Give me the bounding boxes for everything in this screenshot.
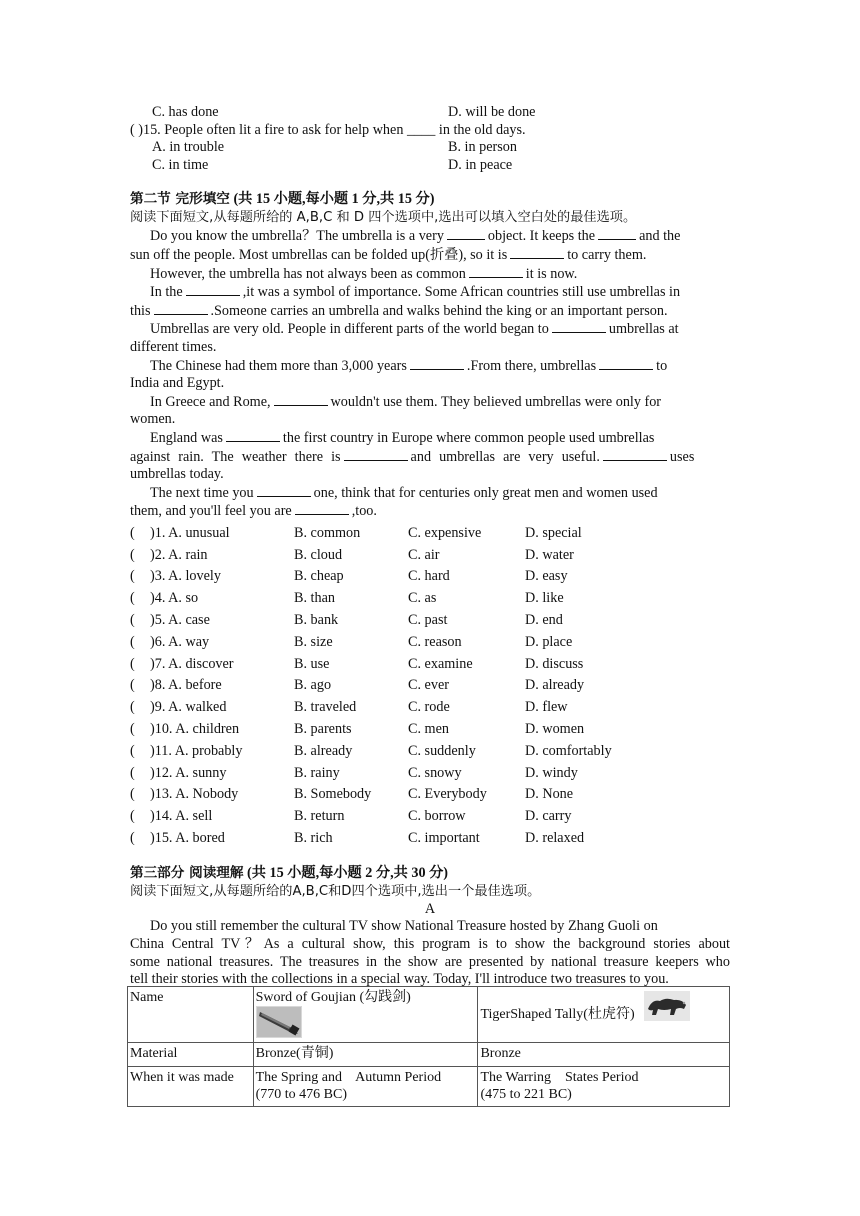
option-c: C. important xyxy=(408,830,480,847)
cloze-paragraph-7: England was the first country in Europe where common people used umbrellas xyxy=(150,429,655,446)
q14-option-c: C. has done xyxy=(152,104,219,120)
blank-11 xyxy=(226,429,280,442)
option-c: C. men xyxy=(408,721,449,738)
blank-13 xyxy=(603,448,667,461)
answer-paren: ( xyxy=(130,699,135,716)
option-a: )9. A. walked xyxy=(150,699,227,716)
option-c: C. ever xyxy=(408,677,449,694)
cloze-paragraph-1: Do you know the umbrella？The umbrella is a very object. It keeps the and the xyxy=(150,228,681,245)
cloze-paragraph-3: In the ,it was a symbol of importance. Some African countries still use umbrellas in xyxy=(150,284,681,301)
section2-instruction: 阅读下面短文,从每题所给的 A,B,C 和 D 四个选项中,选出可以填入空白处的最佳选项。 xyxy=(130,210,637,226)
cloze-paragraph-7-cont: against rain. The weather there is and umbrellas are very useful. uses xyxy=(130,448,695,465)
option-c: C. past xyxy=(408,612,448,629)
option-b: B. bank xyxy=(294,612,339,629)
reading-line-2: China Central TV？As a cultural show, this program is to show the background stories about xyxy=(130,936,730,953)
option-d: D. flew xyxy=(525,699,568,716)
option-d: D. already xyxy=(525,677,585,694)
cloze-paragraph-2: However, the umbrella has not always been as common it is now. xyxy=(150,265,578,282)
option-d: D. discuss xyxy=(525,655,584,672)
blank-14 xyxy=(257,484,311,497)
option-b: B. than xyxy=(294,590,335,607)
blank-5 xyxy=(186,283,240,296)
list-item xyxy=(130,523,730,545)
cloze-paragraph-8-cont: them, and you'll feel you are ,too. xyxy=(130,503,377,520)
option-d: D. like xyxy=(525,590,564,607)
option-a: )2. A. rain xyxy=(150,546,208,563)
option-b: B. rainy xyxy=(294,764,340,781)
answer-paren: ( xyxy=(130,808,135,825)
option-b: B. rich xyxy=(294,830,333,847)
q15-stem: ( )15. People often lit a fire to ask for help when ____ in the old days. xyxy=(130,121,526,138)
cloze-paragraph-5: The Chinese had them more than 3,000 years .From there, umbrellas to xyxy=(150,357,668,374)
cloze-paragraph-6-cont: women. xyxy=(130,411,176,428)
cloze-paragraph-6: In Greece and Rome, wouldn't use them. They believed umbrellas were only for xyxy=(150,393,662,410)
list-item xyxy=(130,588,730,610)
list-item xyxy=(130,719,730,741)
row-label-name: Name xyxy=(128,987,254,1043)
option-a: )5. A. case xyxy=(150,612,210,629)
option-c: C. borrow xyxy=(408,808,466,825)
list-item xyxy=(130,675,730,697)
cloze-paragraph-8: The next time you one, think that for centuries only great men and women used xyxy=(150,484,658,501)
list-item xyxy=(130,545,730,567)
option-c: C. hard xyxy=(408,568,450,585)
option-a: )12. A. sunny xyxy=(150,764,227,781)
option-c: C. Everybody xyxy=(408,786,487,803)
option-d: D. special xyxy=(525,524,582,541)
option-b: B. cloud xyxy=(294,546,343,563)
answer-paren: ( xyxy=(130,721,135,738)
option-a: )7. A. discover xyxy=(150,655,234,672)
q15-option-b: B. in person xyxy=(448,139,517,156)
option-a: )13. A. Nobody xyxy=(150,786,239,803)
list-item xyxy=(130,806,730,828)
option-c: C. rode xyxy=(408,699,450,716)
list-item xyxy=(130,654,730,676)
q15-option-c: C. in time xyxy=(152,156,209,173)
sword-cell: Sword of Goujian (勾践剑) xyxy=(253,987,478,1043)
option-b: B. traveled xyxy=(294,699,357,716)
blank-2 xyxy=(598,227,636,240)
blank-4 xyxy=(469,265,523,278)
blank-6 xyxy=(154,302,208,315)
blank-3 xyxy=(510,246,564,259)
tiger-tally-image xyxy=(644,991,690,1021)
cloze-paragraph-4: Umbrellas are very old. People in different parts of the world began to umbrellas at xyxy=(150,321,679,338)
treasure-table xyxy=(127,986,730,1107)
blank-12 xyxy=(344,448,408,461)
table-row: When it was made The Spring and Autumn Period (770 to 476 BC) The Warring States Period (475 to 221 BC) xyxy=(128,1067,730,1107)
option-d: D. water xyxy=(525,546,574,563)
answer-paren: ( xyxy=(130,546,135,563)
list-item xyxy=(130,632,730,654)
q15-option-a: A. in trouble xyxy=(152,139,225,156)
sword-image xyxy=(256,1006,302,1038)
option-c: C. suddenly xyxy=(408,742,476,759)
cloze-paragraph-7-end: umbrellas today. xyxy=(130,466,224,483)
cloze-paragraph-4-cont: different times. xyxy=(130,338,217,355)
answer-paren: ( xyxy=(130,633,135,650)
option-a: )1. A. unusual xyxy=(150,524,230,541)
answer-paren: ( xyxy=(130,742,135,759)
option-b: B. common xyxy=(294,524,361,541)
option-a: )15. A. bored xyxy=(150,830,225,847)
answer-paren: ( xyxy=(130,677,135,694)
option-a: )6. A. way xyxy=(150,633,210,650)
option-d: D. women xyxy=(525,721,585,738)
answer-paren: ( xyxy=(130,764,135,781)
option-b: B. use xyxy=(294,655,330,672)
option-d: D. place xyxy=(525,633,573,650)
option-d: D. comfortably xyxy=(525,742,612,759)
list-item xyxy=(130,763,730,785)
blank-15 xyxy=(295,502,349,515)
option-d: D. windy xyxy=(525,764,578,781)
answer-paren: ( xyxy=(130,590,135,607)
answer-paren: ( xyxy=(130,655,135,672)
option-d: D. end xyxy=(525,612,563,629)
list-item xyxy=(130,784,730,806)
option-b: B. ago xyxy=(294,677,332,694)
row-label-when: When it was made xyxy=(128,1067,254,1107)
option-a: )4. A. so xyxy=(150,590,199,607)
cloze-paragraph-1-cont: sun off the people. Most umbrellas can be folded up(折叠), so it is to carry them. xyxy=(130,246,647,263)
option-b: B. return xyxy=(294,808,345,825)
section3-heading: 第三部分 阅读理解 (共 15 小题,每小题 2 分,共 30 分) xyxy=(130,864,449,881)
blank-7 xyxy=(552,320,606,333)
option-d: D. relaxed xyxy=(525,830,585,847)
section3-instruction: 阅读下面短文,从每题所给的A,B,C和D四个选项中,选出一个最佳选项。 xyxy=(130,883,541,899)
option-b: B. already xyxy=(294,742,353,759)
answer-paren: ( xyxy=(130,568,135,585)
option-c: C. snowy xyxy=(408,764,462,781)
list-item xyxy=(130,610,730,632)
answer-paren: ( xyxy=(130,830,135,847)
blank-9 xyxy=(599,357,653,370)
table-row xyxy=(128,987,730,1043)
cloze-paragraph-5-cont: India and Egypt. xyxy=(130,375,225,392)
option-c: C. air xyxy=(408,546,440,563)
option-b: B. parents xyxy=(294,721,352,738)
blank-10 xyxy=(274,393,328,406)
option-a: )3. A. lovely xyxy=(150,568,221,585)
list-item xyxy=(130,697,730,719)
blank-8 xyxy=(410,357,464,370)
option-c: C. examine xyxy=(408,655,473,672)
answer-paren: ( xyxy=(130,524,135,541)
tally-cell: TigerShaped Tally(杜虎符) xyxy=(478,987,730,1043)
reading-line-1: Do you still remember the cultural TV show National Treasure hosted by Zhang Guoli on xyxy=(150,918,658,935)
option-b: B. size xyxy=(294,633,333,650)
previous-question-options xyxy=(130,104,730,174)
list-item xyxy=(130,828,730,850)
option-d: D. carry xyxy=(525,808,572,825)
option-b: B. cheap xyxy=(294,568,344,585)
blank-1 xyxy=(447,227,485,240)
option-d: D. easy xyxy=(525,568,568,585)
option-a: )14. A. sell xyxy=(150,808,213,825)
reading-line-3: some national treasures. The treasures in the show are presented by national treasure keepers who xyxy=(130,953,730,970)
option-d: D. None xyxy=(525,786,574,803)
option-a: )11. A. probably xyxy=(150,742,243,759)
answer-paren: ( xyxy=(130,612,135,629)
option-b: B. Somebody xyxy=(294,786,372,803)
cloze-options-list xyxy=(130,523,730,850)
table-row: Material Bronze(青铜) Bronze xyxy=(128,1043,730,1067)
passage-label: A xyxy=(424,900,436,917)
exam-page xyxy=(130,104,730,989)
list-item xyxy=(130,741,730,763)
option-c: C. as xyxy=(408,590,437,607)
answer-paren: ( xyxy=(130,786,135,803)
reading-line-4: tell their stories with the collections in a special way. Today, I'll introduce two treasures to you. xyxy=(130,971,669,988)
q14-option-d: D. will be done xyxy=(448,104,536,120)
row-label-material: Material xyxy=(128,1043,254,1067)
section2-heading: 第二节 完形填空 (共 15 小题,每小题 1 分,共 15 分) xyxy=(130,191,435,208)
q15-option-d: D. in peace xyxy=(448,156,513,173)
list-item xyxy=(130,566,730,588)
option-a: )10. A. children xyxy=(150,721,240,738)
option-c: C. reason xyxy=(408,633,462,650)
option-c: C. expensive xyxy=(408,524,482,541)
option-a: )8. A. before xyxy=(150,677,222,694)
cloze-paragraph-3-cont: this .Someone carries an umbrella and walks behind the king or an important person. xyxy=(130,302,668,319)
